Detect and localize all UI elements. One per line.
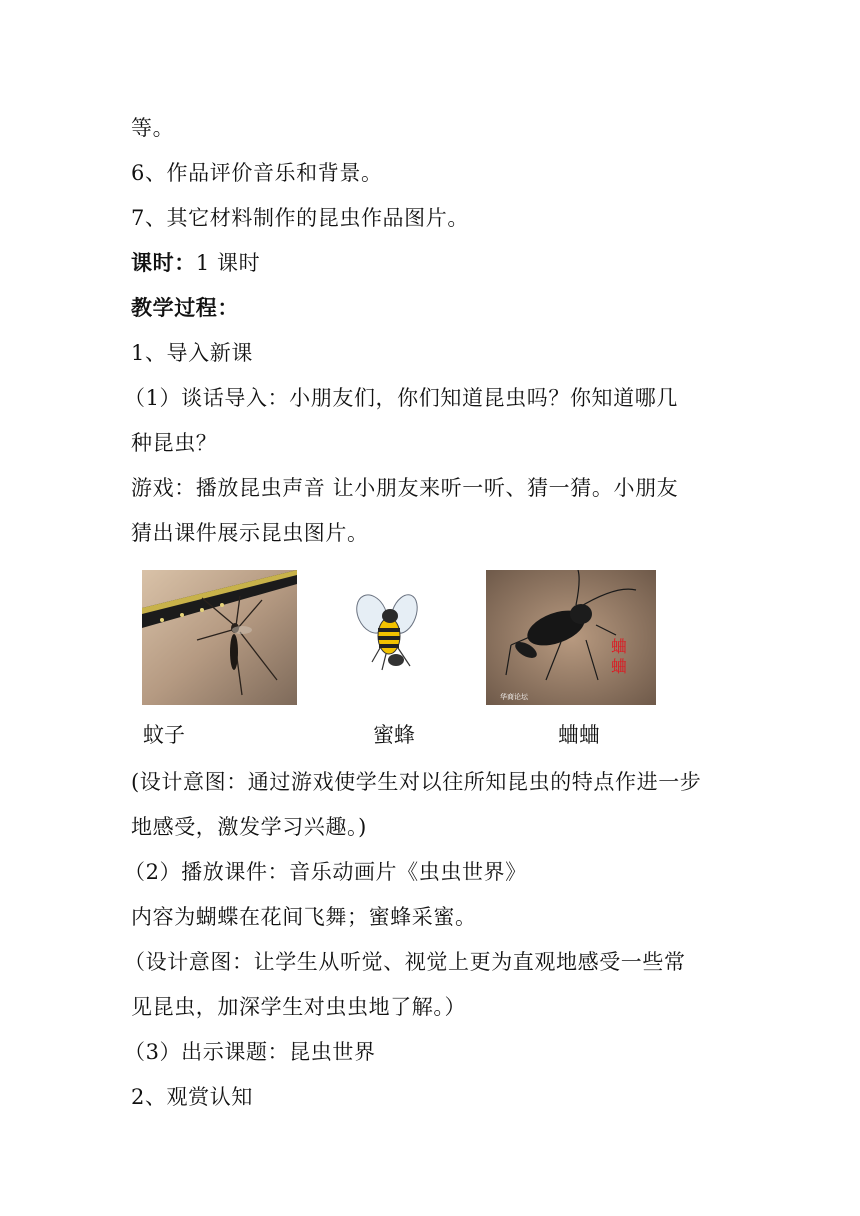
text-line-game: 游戏：播放昆虫声音 让小朋友来听一听、猜一猜。小朋友 [131, 476, 679, 500]
text-line-play-courseware: （2）播放课件：音乐动画片《虫虫世界》 [124, 860, 527, 884]
text-line-content: 内容为蝴蝶在花间飞舞；蜜蜂采蜜。 [131, 905, 477, 929]
section-2-heading: 2、观赏认知 [131, 1085, 253, 1109]
text-line-continuation: 等。 [131, 116, 175, 140]
caption-mosquito: 蚊子 [143, 723, 185, 747]
cricket-watermark: 华商论坛 [500, 693, 528, 701]
mosquito-image [142, 570, 297, 705]
text-line-design-intent-2: （设计意图：让学生从听觉、视觉上更为直观地感受一些常 [124, 950, 686, 974]
teaching-process-heading: 教学过程： [131, 295, 239, 320]
text-line-design-intent-2-cont: 见昆虫，加深学生对虫虫地了解。） [131, 995, 467, 1019]
caption-bee: 蜜蜂 [373, 723, 415, 747]
text-line-item-6: 6、作品评价音乐和背景。 [131, 161, 383, 185]
bee-image [352, 590, 422, 672]
text-line-design-intent-1-cont: 地感受，激发学习兴趣。) [131, 815, 367, 839]
text-line-game-cont: 猜出课件展示昆虫图片。 [131, 521, 369, 545]
cricket-image [486, 570, 656, 705]
text-line-intro-cont: 种昆虫？ [131, 431, 218, 455]
class-hours-label: 课时： [131, 250, 196, 275]
text-line-intro: （1）谈话导入：小朋友们，你们知道昆虫吗？你知道哪几 [124, 386, 678, 410]
class-hours-value: 1 课时 [195, 251, 261, 275]
text-line-item-7: 7、其它材料制作的昆虫作品图片。 [131, 206, 469, 230]
section-1-heading: 1、导入新课 [131, 341, 253, 365]
cricket-overlay-char-2: 蛐 [611, 657, 628, 676]
text-line-design-intent-1: (设计意图：通过游戏使学生对以往所知昆虫的特点作进一步 [131, 770, 702, 794]
cricket-overlay-char-1: 蛐 [611, 637, 628, 656]
class-hours-line [131, 250, 260, 276]
text-line-show-topic: （3）出示课题：昆虫世界 [124, 1040, 376, 1064]
caption-cricket: 蛐蛐 [558, 723, 600, 747]
